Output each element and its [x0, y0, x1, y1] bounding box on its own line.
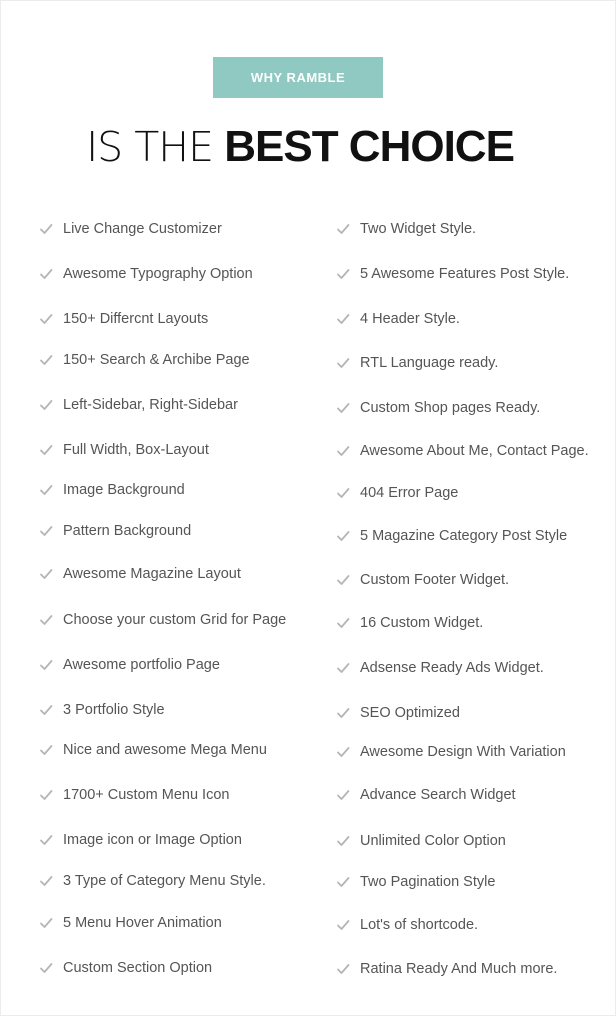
check-icon [336, 962, 350, 976]
check-icon [336, 573, 350, 587]
feature-label: Choose your custom Grid for Page [63, 612, 287, 628]
check-icon [336, 918, 350, 932]
feature-item [39, 219, 222, 239]
feature-label: Nice and awesome Mega Menu [63, 742, 267, 758]
feature-label: 3 Portfolio Style [63, 702, 165, 718]
check-icon [336, 875, 350, 889]
check-icon [39, 353, 53, 367]
feature-item [39, 564, 241, 584]
feature-label: Left-Sidebar, Right-Sidebar [63, 397, 238, 413]
feature-label: Lot's of shortcode. [360, 917, 479, 933]
feature-label: Awesome Typography Option [63, 266, 253, 282]
feature-item [39, 958, 212, 978]
feature-item [336, 483, 458, 503]
check-icon [336, 486, 350, 500]
check-icon [39, 483, 53, 497]
feature-label: RTL Language ready. [360, 355, 499, 371]
feature-item [336, 613, 483, 633]
feature-item [39, 871, 266, 891]
feature-label: Custom Shop pages Ready. [360, 400, 541, 416]
feature-label: Ratina Ready And Much more. [360, 961, 558, 977]
feature-label: Custom Footer Widget. [360, 572, 510, 588]
feature-label: Custom Section Option [63, 960, 213, 976]
feature-label: 16 Custom Widget. [360, 615, 484, 631]
check-icon [39, 658, 53, 672]
check-icon [336, 616, 350, 630]
feature-label: 1700+ Custom Menu Icon [63, 787, 230, 803]
feature-label: Awesome Magazine Layout [63, 566, 241, 582]
why-ramble-badge [213, 57, 383, 98]
feature-label: Live Change Customizer [63, 221, 222, 237]
check-icon [39, 443, 53, 457]
check-icon [39, 916, 53, 930]
feature-item [336, 785, 516, 805]
check-icon [39, 743, 53, 757]
feature-label: SEO Optimized [360, 705, 460, 721]
check-icon [39, 961, 53, 975]
check-icon [39, 833, 53, 847]
check-icon [336, 834, 350, 848]
feature-item [336, 264, 569, 284]
feature-label: Adsense Ready Ads Widget. [360, 660, 544, 676]
check-icon [336, 706, 350, 720]
check-icon [39, 398, 53, 412]
headline-bold: BEST CHOICE [224, 122, 514, 171]
feature-item [39, 264, 253, 284]
feature-label: 150+ Differcnt Layouts [63, 311, 209, 327]
feature-item [39, 610, 286, 630]
feature-label: 3 Type of Category Menu Style. [63, 873, 266, 889]
check-icon [336, 788, 350, 802]
feature-label: 5 Menu Hover Animation [63, 915, 222, 931]
feature-item [336, 658, 544, 678]
feature-item [336, 526, 567, 546]
feature-item [336, 831, 506, 851]
feature-label: Awesome Design With Variation [360, 744, 566, 760]
feature-item [336, 959, 557, 979]
feature-item [336, 441, 589, 461]
feature-item [336, 872, 495, 892]
feature-label: 5 Awesome Features Post Style. [360, 266, 570, 282]
feature-item [39, 830, 242, 850]
feature-item [39, 521, 191, 541]
check-icon [39, 567, 53, 581]
feature-label: 5 Magazine Category Post Style [360, 528, 568, 544]
feature-item [336, 742, 566, 762]
feature-label: Pattern Background [63, 523, 192, 539]
feature-item [336, 398, 540, 418]
page-headline [0, 122, 600, 172]
check-icon [39, 613, 53, 627]
feature-label: Awesome About Me, Contact Page. [360, 443, 589, 459]
check-icon [39, 222, 53, 236]
feature-item [336, 703, 460, 723]
feature-item [39, 309, 208, 329]
feature-label: Unlimited Color Option [360, 833, 506, 849]
feature-label: Two Widget Style. [360, 221, 477, 237]
feature-item [39, 395, 238, 415]
check-icon [336, 356, 350, 370]
check-icon [39, 703, 53, 717]
headline-light: IS THE [86, 123, 213, 171]
feature-item [39, 913, 222, 933]
feature-item [39, 440, 209, 460]
feature-label: 150+ Search & Archibe Page [63, 352, 250, 368]
feature-item [336, 570, 509, 590]
feature-item [39, 480, 185, 500]
feature-item [39, 785, 229, 805]
check-icon [336, 745, 350, 759]
check-icon [39, 267, 53, 281]
check-icon [336, 401, 350, 415]
feature-item [39, 700, 165, 720]
badge-label: WHY RAMBLE [250, 70, 346, 85]
feature-item [336, 915, 478, 935]
feature-item [39, 655, 220, 675]
feature-item [39, 350, 250, 370]
check-icon [336, 222, 350, 236]
feature-label: Awesome portfolio Page [63, 657, 220, 673]
check-icon [39, 524, 53, 538]
feature-label: Image Background [63, 482, 185, 498]
check-icon [336, 312, 350, 326]
feature-label: Two Pagination Style [360, 874, 496, 890]
check-icon [336, 661, 350, 675]
check-icon [39, 788, 53, 802]
feature-item [39, 740, 267, 760]
feature-item [336, 309, 460, 329]
check-icon [336, 444, 350, 458]
check-icon [39, 874, 53, 888]
feature-label: Advance Search Widget [360, 787, 516, 803]
check-icon [336, 529, 350, 543]
feature-label: 4 Header Style. [360, 311, 460, 327]
check-icon [336, 267, 350, 281]
check-icon [39, 312, 53, 326]
feature-item [336, 353, 498, 373]
feature-label: 404 Error Page [360, 485, 459, 501]
feature-item [336, 219, 476, 239]
feature-label: Full Width, Box-Layout [63, 442, 209, 458]
feature-label: Image icon or Image Option [63, 832, 242, 848]
